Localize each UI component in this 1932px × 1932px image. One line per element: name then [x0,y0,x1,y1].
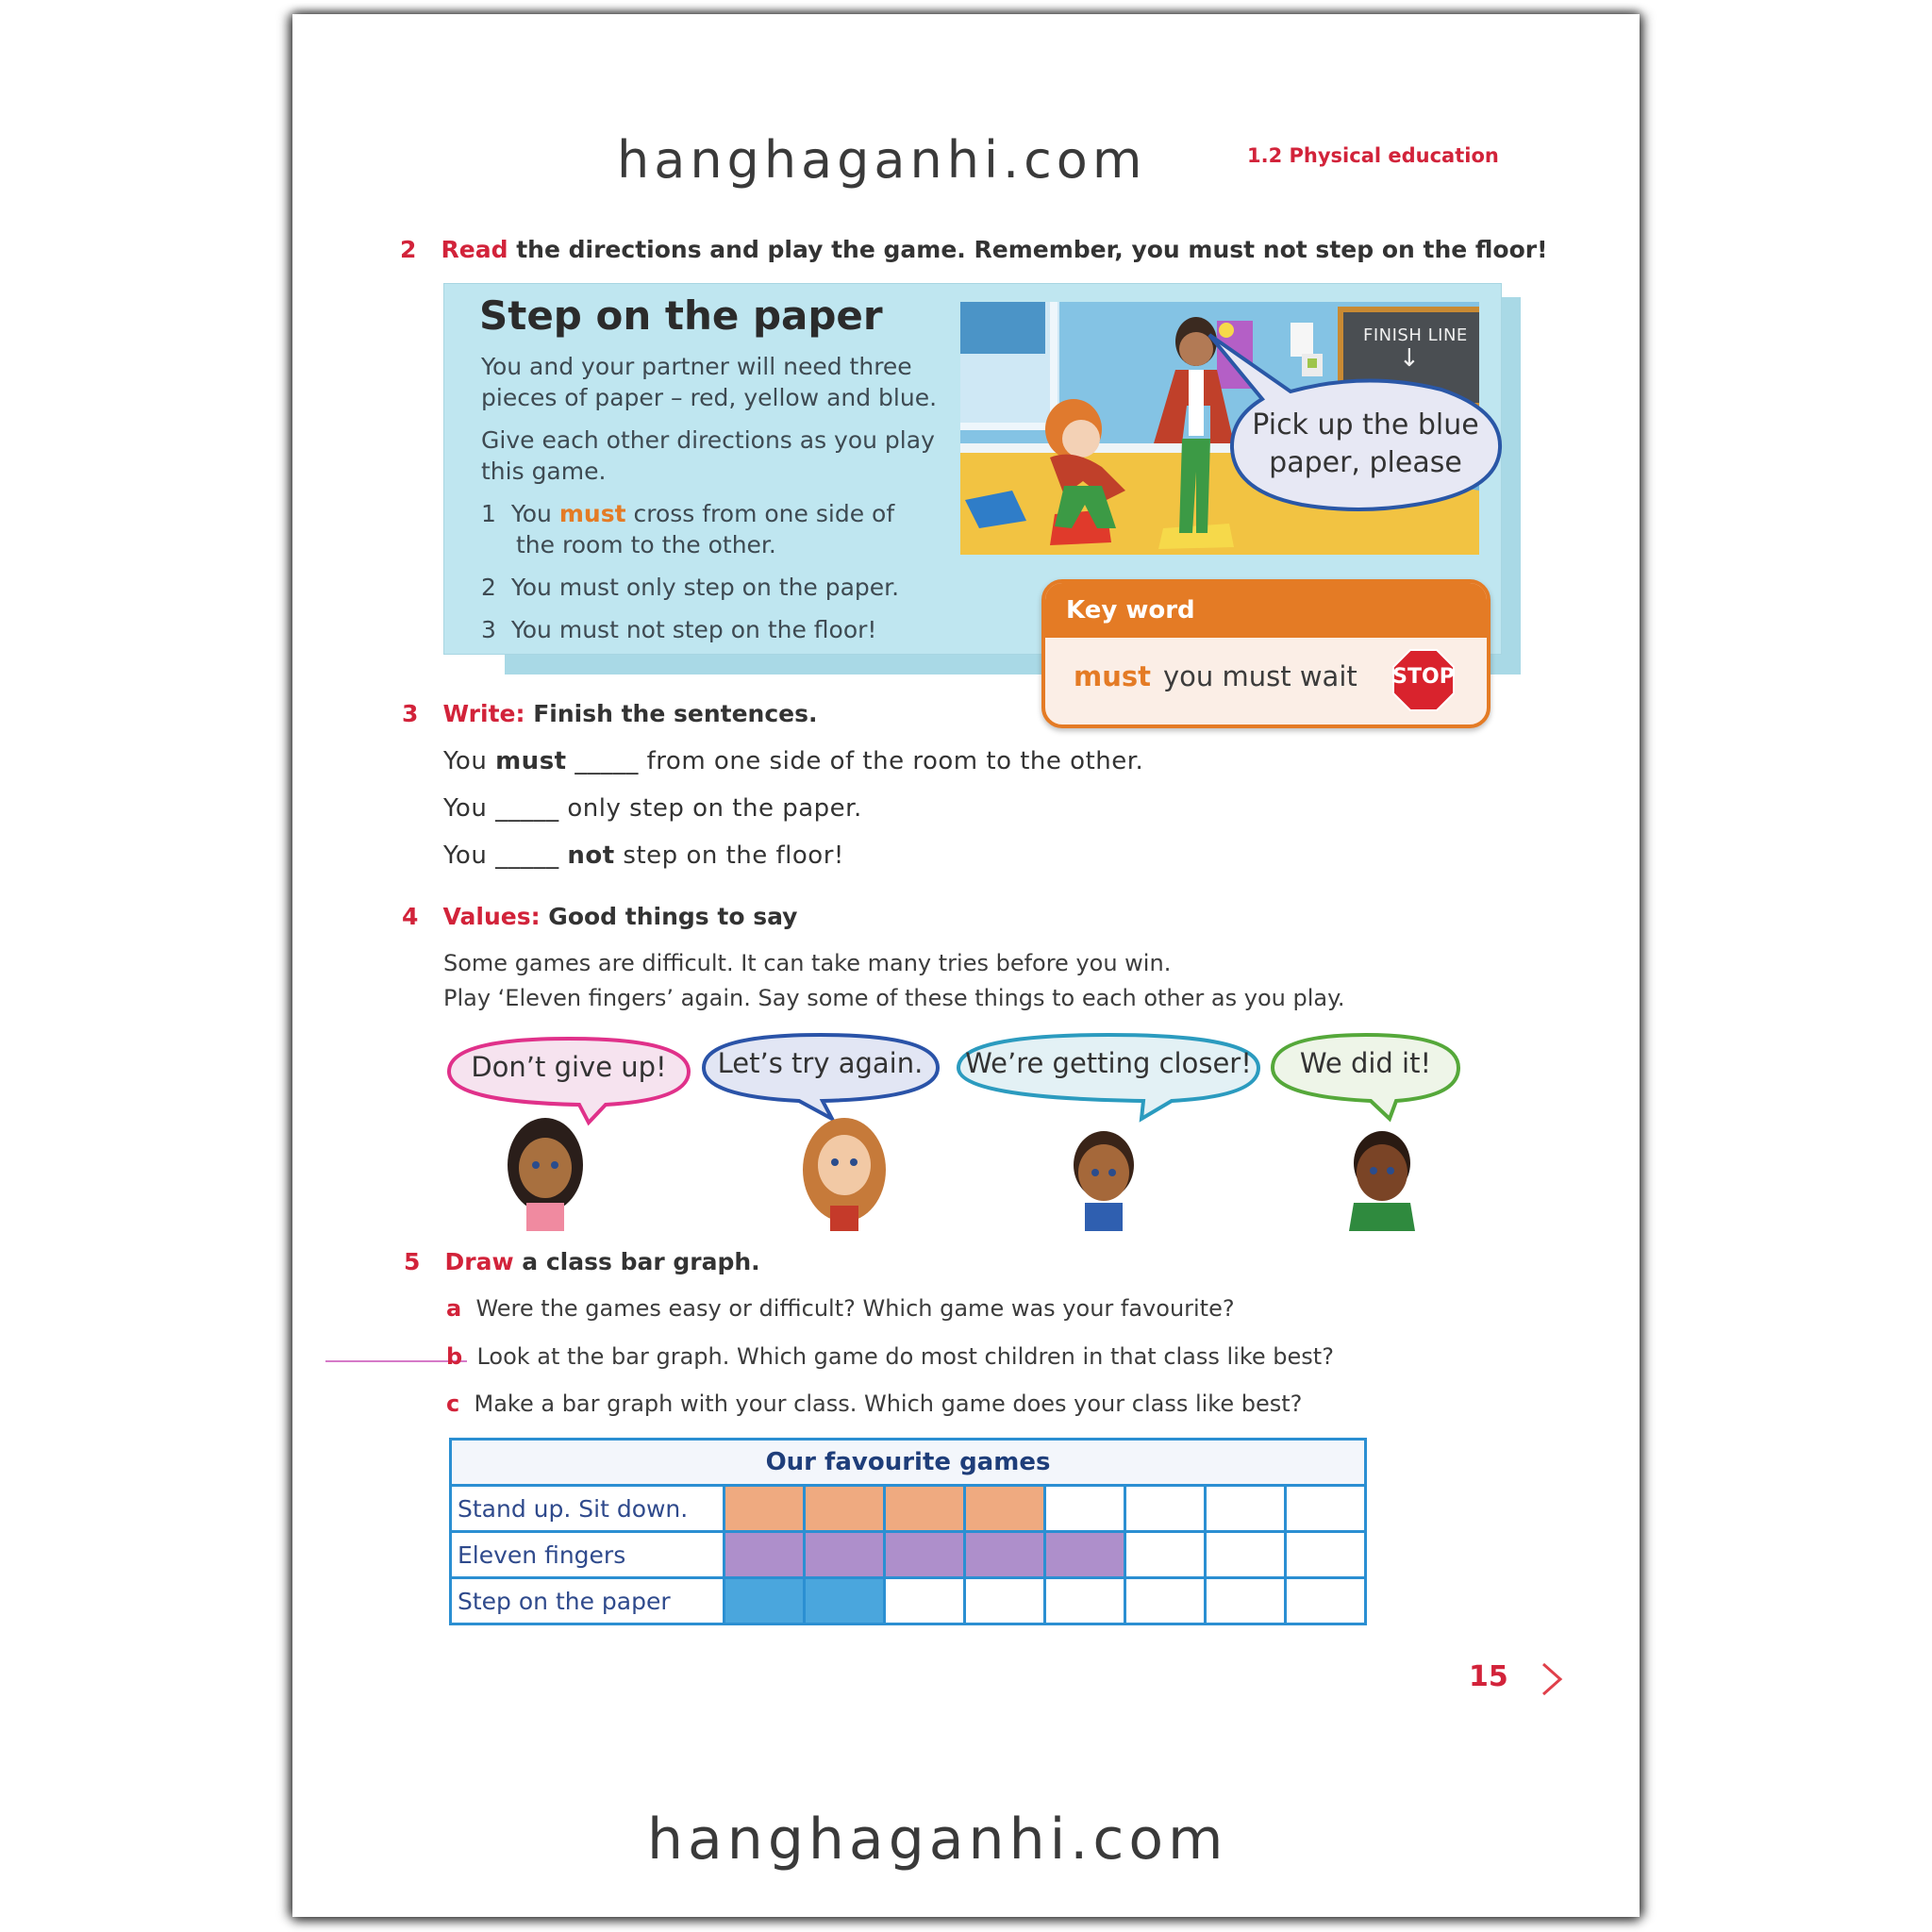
step-text-post: cross from one side of [625,500,895,527]
graph-bar-cell-filled[interactable] [805,1532,885,1578]
game-step-1-line-2: the room to the other. [516,531,776,558]
down-arrow-icon: ↓ [1399,344,1421,373]
question-5a [446,1295,1235,1322]
sentence-text: from one side of the room to the other. [638,747,1144,775]
sentence-text: You [443,841,496,870]
step-number: 1 [481,500,496,527]
game-title: Step on the paper [479,292,883,339]
stop-sign-icon [1392,649,1455,711]
graph-bar-cell-filled[interactable] [724,1486,805,1532]
chevron-right-icon[interactable] [1538,1660,1566,1698]
graph-cell-empty[interactable] [1206,1578,1286,1624]
graph-cell-empty[interactable] [1125,1486,1206,1532]
item-text: Make a bar graph with your class. Which game does your class like best? [474,1391,1303,1417]
graph-cell-empty[interactable] [1125,1578,1206,1624]
bubble-text: Don’t give up! [471,1051,667,1083]
graph-cell-empty[interactable] [1286,1578,1366,1624]
graph-cell-empty[interactable] [885,1578,965,1624]
instruction-text: Good things to say [540,903,798,930]
question-number: 2 [400,236,417,263]
step-number: 3 [481,616,496,643]
speech-bubble-lets-try-again [700,1032,941,1119]
step-number: 2 [481,574,496,601]
sentence-2 [443,794,862,823]
sentence-bold: not [567,841,615,870]
sentence-1 [443,747,1143,775]
sentence-text: You [443,747,496,775]
graph-bar-cell-filled[interactable] [1045,1532,1125,1578]
item-letter: b [446,1343,463,1370]
graph-bar-cell-filled[interactable] [965,1532,1045,1578]
speech-line-1: Pick up the blue [1252,408,1479,441]
step-text: You must not step on the floor! [510,616,877,643]
speech-bubble-getting-closer [955,1032,1262,1119]
sentence-3 [443,841,844,870]
instruction-verb: Read [441,236,508,263]
graph-bar-cell-filled[interactable] [724,1532,805,1578]
instruction-verb: Values: [442,903,541,930]
question-number: 3 [402,700,419,727]
speech-line-2: paper, please [1269,446,1462,479]
step-text-pre: You [510,500,559,527]
question-4-heading [402,903,797,930]
watermark-top: hanghaganhi.com [617,130,1147,190]
sentence-text: You [443,794,496,823]
answer-blank[interactable]: _____ [495,841,559,870]
answer-blank[interactable]: _____ [575,747,639,775]
child-girl-red-hair [797,1113,891,1231]
bubble-text: We did it! [1299,1047,1432,1079]
item-letter: c [446,1391,460,1417]
instruction-text: Finish the sentences. [525,700,818,727]
graph-cell-empty[interactable] [1286,1486,1366,1532]
sentence-text: step on the floor! [614,841,844,870]
game-intro-line-3: Give each other directions as you play [481,426,935,454]
question-number: 5 [404,1248,421,1275]
graph-bar-cell-filled[interactable] [885,1532,965,1578]
child-boy-green-hoodie [1340,1118,1424,1231]
graph-row [451,1532,1366,1578]
item-text: Look at the bar graph. Which game do most children in that class like best? [476,1343,1334,1370]
graph-cell-empty[interactable] [1045,1578,1125,1624]
step-text: You must only step on the paper. [510,574,900,601]
graph-row [451,1486,1366,1532]
answer-blank[interactable]: _____ [495,794,559,823]
game-step-2 [481,572,899,603]
child-boy-brown [1061,1118,1146,1231]
finish-line-sign: FINISH LINE [1363,325,1468,345]
graph-row [451,1578,1366,1624]
watermark-bottom: hanghaganhi.com [647,1807,1228,1873]
question-5-heading [404,1248,760,1275]
item-letter: a [446,1295,462,1322]
sentence-bold: must [495,747,567,775]
question-number: 4 [402,903,419,930]
graph-cell-empty[interactable] [1286,1532,1366,1578]
graph-cell-empty[interactable] [1045,1486,1125,1532]
favourite-games-graph [449,1438,1367,1625]
game-step-1 [481,498,894,529]
graph-row-label: Eleven fingers [451,1532,724,1578]
game-intro-line-1: You and your partner will need three [481,353,912,380]
game-intro-line-2: pieces of paper – red, yellow and blue. [481,384,938,411]
item-text: Were the games easy or difficult? Which game was your favourite? [475,1295,1235,1322]
key-word: must [1074,660,1151,692]
graph-cell-empty[interactable] [965,1578,1045,1624]
child-girl-dark-hair [498,1113,592,1231]
graph-bar-cell-filled[interactable] [885,1486,965,1532]
graph-row-label: Stand up. Sit down. [451,1486,724,1532]
game-step-3 [481,614,876,645]
question-2-heading [400,236,1548,263]
bubble-text: We’re getting closer! [965,1047,1252,1079]
bubble-text: Let’s try again. [717,1047,924,1079]
game-intro-line-4: this game. [481,458,607,485]
instruction-verb: Draw [444,1248,514,1275]
instruction-verb: Write: [442,700,525,727]
graph-title: Our favourite games [451,1440,1366,1486]
question-3-heading [402,700,817,727]
key-word-box [1041,579,1491,728]
speech-bubble-we-did-it [1269,1032,1462,1119]
speech-bubble-shape [1226,373,1505,514]
key-word-definition: you must wait [1163,660,1357,692]
speech-bubble-dont-give-up [445,1036,692,1123]
page-number: 15 [1469,1660,1508,1693]
question-5b [446,1343,1334,1370]
graph-cell-empty[interactable] [1206,1532,1286,1578]
graph-bar-cell-filled[interactable] [724,1578,805,1624]
key-word-heading: Key word [1045,583,1487,638]
step-key-word: must [558,500,626,527]
graph-cell-empty[interactable] [1125,1532,1206,1578]
graph-bar-cell-filled[interactable] [965,1486,1045,1532]
instruction-text: a class bar graph. [513,1248,760,1275]
graph-row-label: Step on the paper [451,1578,724,1624]
values-line-1: Some games are difficult. It can take many tries before you win. [443,950,1172,976]
speech-bubble-teacher [1226,373,1505,514]
sentence-text: only step on the paper. [558,794,862,823]
stop-sign-text: STOP [1392,665,1455,689]
section-label: 1.2 Physical education [1247,144,1499,167]
graph-cell-empty[interactable] [1206,1486,1286,1532]
values-line-2: Play ‘Eleven fingers’ again. Say some of these things to each other as you play. [443,985,1345,1011]
graph-bar-cell-filled[interactable] [805,1578,885,1624]
instruction-text: the directions and play the game. Remember, you must not step on the floor! [508,236,1548,263]
question-5c [446,1391,1302,1417]
graph-bar-cell-filled[interactable] [805,1486,885,1532]
